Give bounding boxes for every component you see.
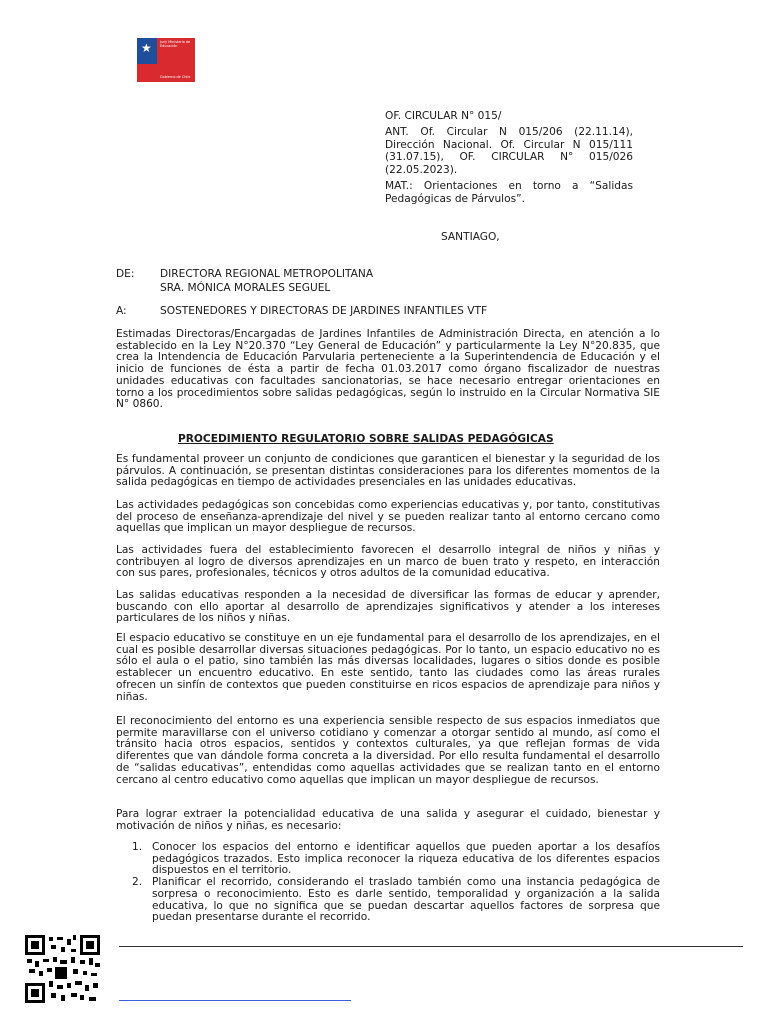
body-paragraph: Las actividades fuera del establecimiento favorecen el desarrollo integral de niños y niñas y contribuyen al logro de diversos aprendizajes en un marco de buen trato y respeto, en interacción con sus pares, profesionales, técnicos y otros adultos de la comunidad educativa. — [116, 544, 660, 580]
numbered-list — [132, 842, 660, 924]
star-icon: ★ — [141, 41, 152, 55]
from-label: DE: — [116, 268, 135, 280]
body-paragraph: Es fundamental proveer un conjunto de condiciones que garanticen el bienestar y la seguridad de los párvulos. A continuación, se presentan distintas consideraciones para los diferentes momentos de la salida pedagógicas en tiempo de actividades presenciales en las unidades educativas. — [116, 453, 660, 489]
list-item-text: Conocer los espacios del entorno e identificar aquellos que pueden aportar a los desafíos pedagógicos trazados. Esto implica reconocer la riqueza educativa de los diferentes espacios dispuestos en el territorio. — [152, 841, 660, 877]
logo-blue-block — [137, 38, 157, 64]
list-item-number: 1. — [132, 841, 143, 853]
qr-code-icon — [25, 935, 100, 1003]
list-item — [132, 877, 660, 924]
footer-link-underline — [119, 1000, 351, 1001]
body-paragraph: Para lograr extraer la potencialidad educativa de una salida y asegurar el cuidado, bienestar y motivación de niños y niñas, es necesario: — [116, 808, 660, 832]
qr-code — [25, 935, 100, 1003]
list-item-number: 2. — [132, 876, 143, 889]
logo-ministry-text: Junji Ministerio de Educación — [160, 40, 191, 48]
body-paragraph: Las salidas educativas responden a la necesidad de diversificar las formas de educar y aprender, buscando con ello aportar al desarrollo de aprendizajes significativos y atender a los intereses particulares de los niños y niñas. — [116, 589, 660, 625]
body-paragraph: Las actividades pedagógicas son concebidas como experiencias educativas y, por tanto, constitutivas del proceso de enseñanza-aprendizaje del nivel y se pueden realizar tanto al entorno cercano como aquellas que implican un mayor despliegue de recursos. — [116, 499, 660, 535]
list-item — [132, 842, 660, 877]
to-label: A: — [116, 305, 127, 317]
institution-logo — [137, 38, 195, 82]
circular-number: OF. CIRCULAR N° 015/ — [385, 110, 502, 122]
from-line-2: SRA. MÓNICA MORALES SEGUEL — [160, 282, 331, 294]
from-line-1: DIRECTORA REGIONAL METROPOLITANA — [160, 268, 374, 280]
intro-paragraph: Estimadas Directoras/Encargadas de Jardines Infantiles de Administración Directa, en atención a lo establecido en la Ley N°20.370 “Ley General de Educación” y particularmente la Ley N°20.835, que crea la Intendencia de Educación Parvularia perteneciente a la Superintendencia de Educación y el inicio de funciones de ésta a partir de fecha 01.03.2017 como órgano fiscalizador de nuestras unidades educativas con facultades sancionatorias, se hace necesario entregar orientaciones en torno a los procedimientos sobre salidas pedagógicas, según lo instruido en la Circular Normativa SIE N° 0860. — [116, 328, 660, 411]
section-title: PROCEDIMIENTO REGULATORIO SOBRE SALIDAS PEDAGÓGICAS — [178, 433, 554, 445]
logo-government-text: Gobierno de Chile — [160, 75, 191, 79]
list-item-text: Planificar el recorrido, considerando el traslado también como una instancia pedagógica de sorpresa o reconocimiento. Esto es darle sentido, temporalidad y organización a la salida educativa, lo que no significa que se puedan descartar aquellos factores de sorpresa que puedan presentarse durante el recorrido. — [152, 876, 660, 924]
body-paragraph: El reconocimiento del entorno es una experiencia sensible respecto de sus espacios inmediatos que permite maravillarse con el universo cotidiano y comenzar a otorgar sentido al mundo, así como el tránsito hacia otros espacios, sentidos y contextos culturales, ya que reflejan formas de vida diferentes que van dándole forma concreta a la diversidad. Por ello resulta fundamental el desarrollo de “salidas educativas”, entendidas como aquellas actividades que se realizan tanto en el entorno cercano al centro educativo como aquellas que implican un mayor despliegue de recursos. — [116, 715, 660, 786]
to-line: SOSTENEDORES Y DIRECTORAS DE JARDINES INFANTILES VTF — [160, 305, 488, 317]
subject-matter: MAT.: Orientaciones en torno a “Salidas Pedagógicas de Párvulos”. — [385, 180, 633, 205]
footer-divider — [119, 946, 743, 947]
antecedents: ANT. Of. Circular N 015/206 (22.11.14), Dirección Nacional. Of. Circular N 015/111 (31.07.15), OF. CIRCULAR N° 015/026 (22.05.2023). — [385, 126, 633, 176]
body-paragraph: El espacio educativo se constituye en un eje fundamental para el desarrollo de los aprendizajes, en el cual es posible desarrollar diversas situaciones pedagógicas. Por lo tanto, un espacio educativo no es sólo el aula o el patio, sino también las más diversas localidades, lugares o sitios donde es posible establecer un encuentro educativo. En este sentido, tanto las ciudades como las áreas rurales ofrecen un sinfín de contextos que pueden constituirse en ricos espacios de aprendizaje para niños y niñas. — [116, 632, 660, 703]
city-date-line: SANTIAGO, — [441, 231, 500, 243]
logo-red-band — [137, 64, 195, 82]
